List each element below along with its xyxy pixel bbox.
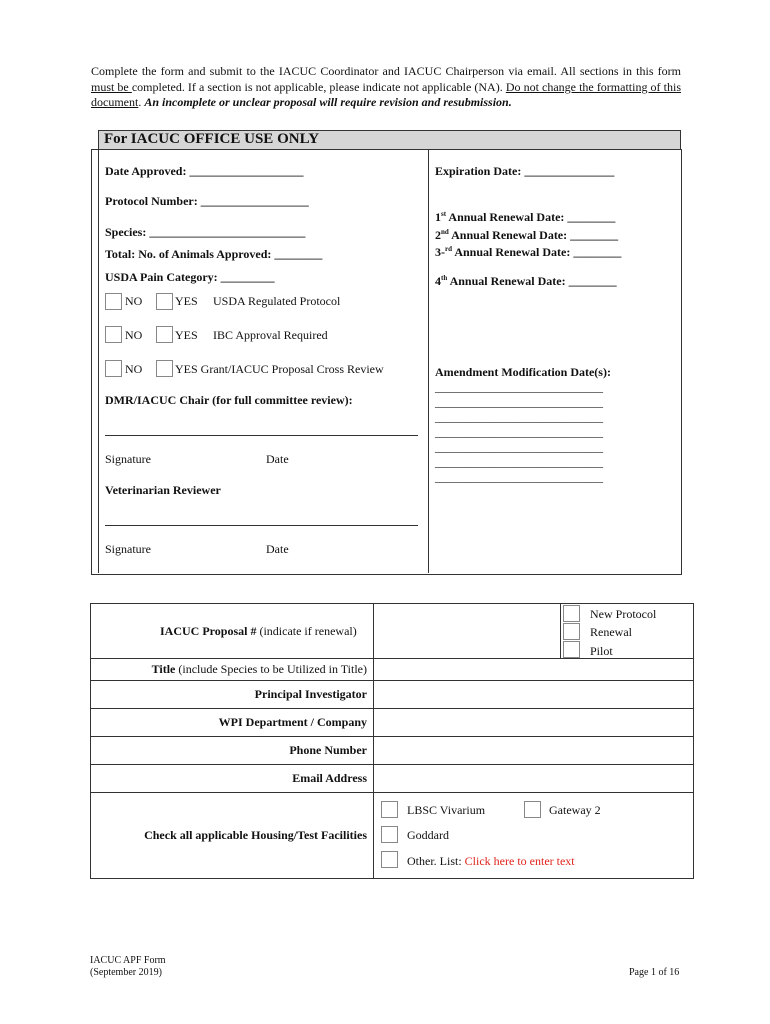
pi-label: Principal Investigator bbox=[254, 687, 367, 701]
grant-yes-checkbox[interactable] bbox=[156, 360, 173, 377]
other-facility-label: Other. List: Click here to enter text bbox=[407, 854, 575, 868]
vet-reviewer-label: Veterinarian Reviewer bbox=[105, 483, 221, 497]
usda-regulated-label: USDA Regulated Protocol bbox=[213, 294, 341, 308]
lbsc-checkbox[interactable] bbox=[381, 801, 398, 818]
pilot-label: Pilot bbox=[590, 644, 613, 658]
vet-signature-line[interactable] bbox=[105, 525, 418, 526]
total-animals: Total: No. of Animals Approved: ________ bbox=[105, 247, 323, 261]
phone-input[interactable] bbox=[376, 739, 688, 761]
renewal-label: Renewal bbox=[590, 625, 632, 639]
pi-input[interactable] bbox=[376, 683, 688, 705]
amendment-line[interactable]: ____________________________ bbox=[435, 470, 603, 484]
usda-yes-checkbox[interactable] bbox=[156, 293, 173, 310]
title-label: Title (include Species to be Utilized in Title) bbox=[151, 662, 367, 676]
other-facility-checkbox[interactable] bbox=[381, 851, 398, 868]
new-protocol-label: New Protocol bbox=[590, 607, 657, 621]
intro-paragraph: Complete the form and submit to the IACUC Coordinator and IACUC Chairperson via email. All sections in this form must be completed. If a section is not applicable, please indicate not applicable (NA). Do not change the formatting of this document. An incomplete or unclear proposal will require revision and resubmission. bbox=[91, 64, 681, 109]
other-facility-text-field[interactable]: Click here to enter text bbox=[464, 854, 575, 868]
department-label: WPI Department / Company bbox=[218, 715, 367, 729]
chair-signature-line[interactable] bbox=[105, 435, 418, 436]
renewal-date-2: 2nd Annual Renewal Date: ________ bbox=[435, 228, 619, 242]
amendment-line[interactable]: ____________________________ bbox=[435, 440, 603, 454]
usda-pain-category: USDA Pain Category: _________ bbox=[105, 270, 275, 284]
renewal-date-4: 4th Annual Renewal Date: ________ bbox=[435, 274, 617, 288]
date-approved: Date Approved: ___________________ bbox=[105, 164, 304, 178]
amendment-dates-label: Amendment Modification Date(s): bbox=[435, 365, 611, 379]
title-input[interactable] bbox=[376, 661, 688, 678]
grant-no-checkbox[interactable] bbox=[105, 360, 122, 377]
office-title: For IACUC OFFICE USE ONLY bbox=[104, 131, 320, 147]
dmr-chair-label: DMR/IACUC Chair (for full committee review): bbox=[105, 393, 353, 407]
chair-date-label: Date bbox=[266, 452, 289, 466]
gateway-label: Gateway 2 bbox=[549, 803, 601, 817]
department-input[interactable] bbox=[376, 711, 688, 733]
renewal-checkbox[interactable] bbox=[563, 623, 580, 640]
renewal-date-3: 3-$^{rd}$ Annual Renewal Date: ________ bbox=[435, 245, 622, 259]
email-input[interactable] bbox=[376, 767, 688, 789]
amendment-line[interactable]: ____________________________ bbox=[435, 380, 603, 394]
iacuc-proposal-label: IACUC Proposal # (indicate if renewal) bbox=[160, 624, 357, 638]
footer-form-date: (September 2019) bbox=[90, 967, 162, 978]
lbsc-label: LBSC Vivarium bbox=[407, 803, 486, 817]
grant-cross-review-label: YES Grant/IACUC Proposal Cross Review bbox=[175, 362, 384, 376]
amendment-line[interactable]: ____________________________ bbox=[435, 410, 603, 424]
goddard-label: Goddard bbox=[407, 828, 449, 842]
vet-date-label: Date bbox=[266, 542, 289, 556]
pilot-checkbox[interactable] bbox=[563, 641, 580, 658]
footer-form-name: IACUC APF Form bbox=[90, 955, 166, 966]
phone-label: Phone Number bbox=[289, 743, 367, 757]
gateway-checkbox[interactable] bbox=[524, 801, 541, 818]
protocol-number: Protocol Number: __________________ bbox=[105, 194, 309, 208]
chair-signature-label: Signature bbox=[105, 452, 151, 466]
ibc-approval-label: IBC Approval Required bbox=[213, 328, 328, 342]
amendment-line[interactable]: ____________________________ bbox=[435, 425, 603, 439]
species: Species: __________________________ bbox=[105, 225, 306, 239]
expiration-date: Expiration Date: _______________ bbox=[435, 164, 615, 178]
page-number: Page 1 of 16 bbox=[629, 967, 680, 978]
renewal-date-1: 1st Annual Renewal Date: ________ bbox=[435, 210, 616, 224]
usda-no-checkbox[interactable] bbox=[105, 293, 122, 310]
vet-signature-label: Signature bbox=[105, 542, 151, 556]
amendment-line[interactable]: ____________________________ bbox=[435, 455, 603, 469]
iacuc-proposal-input[interactable] bbox=[376, 606, 556, 654]
goddard-checkbox[interactable] bbox=[381, 826, 398, 843]
new-protocol-checkbox[interactable] bbox=[563, 605, 580, 622]
ibc-yes-checkbox[interactable] bbox=[156, 326, 173, 343]
email-label: Email Address bbox=[292, 771, 367, 785]
housing-label: Check all applicable Housing/Test Facilities bbox=[144, 828, 367, 842]
ibc-no-checkbox[interactable] bbox=[105, 326, 122, 343]
amendment-line[interactable]: ____________________________ bbox=[435, 395, 603, 409]
